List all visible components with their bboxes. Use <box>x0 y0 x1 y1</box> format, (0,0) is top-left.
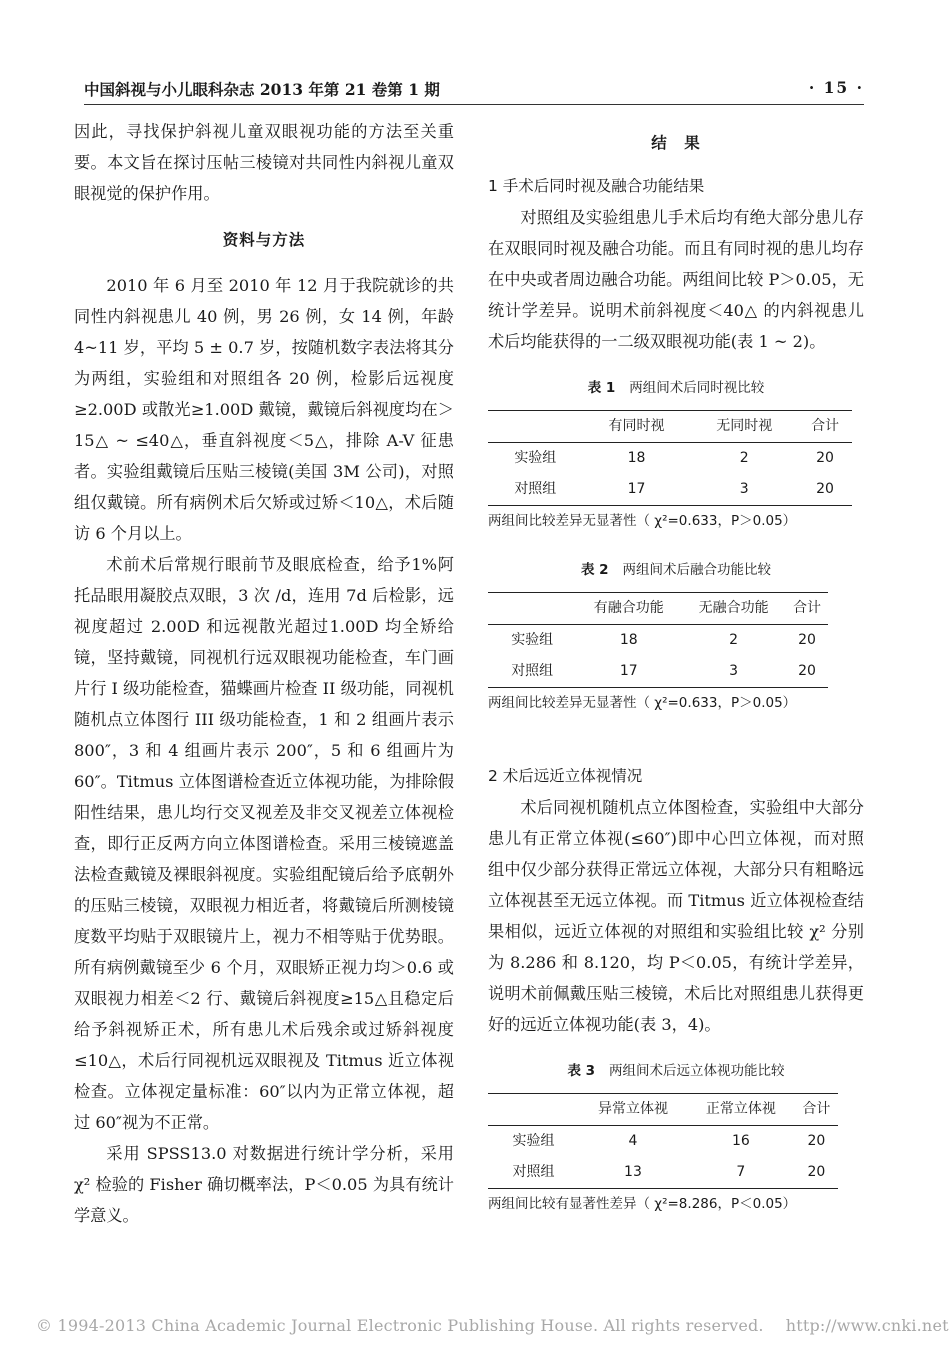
results-paragraph-2: 术后同视机随机点立体图检查，实验组中大部分患儿有正常立体视(≤60″)即中心凹立体视，而对照组中仅少部分获得正常远立体视，大部分只有粗略远立体视甚至无远立体视。而 Titmus 近立体视检查结果相似，远近立体视的对照组和实验组比较 χ² 分别为 8.286 和 8.120，均 P＜0.05，有统计学差异，说明术前佩戴压贴三棱镜，术后比对照组患儿获得更好的远近立体视功能(表 3，4)。 <box>488 798 864 1034</box>
table-2-block <box>488 555 864 719</box>
table-cell: 4 <box>628 1133 638 1149</box>
results-paragraph-1: 对照组及实验组患儿手术后均有绝大部分患儿存在双眼同时视及融合功能。而且有同时视的患儿均存在中央或者周边融合功能。两组间比较 P＞0.05，无统计学差异。说明术前斜视度＜40△ 的内斜视患儿术后均能获得的一二级双眼视功能(表 1 ~ 2)。 <box>488 208 864 351</box>
table-1-note: 两组间比较差异无显著性（ χ²=0.633，P＞0.05） <box>488 513 797 529</box>
cnki-link[interactable]: http://www.cnki.net <box>785 1316 949 1335</box>
table-row <box>488 625 828 657</box>
table-1-block <box>488 373 864 537</box>
table-cell: 实验组 <box>511 632 554 648</box>
table-cell: 17 <box>576 656 681 688</box>
table-3-caption <box>488 1056 864 1087</box>
table-3-label: 表 3 <box>567 1063 596 1079</box>
table-2 <box>488 592 828 688</box>
subsection-heading-1: 1 手术后同时视及融合功能结果 <box>488 177 705 195</box>
table-1 <box>488 410 852 506</box>
table-1-label: 表 1 <box>587 380 616 396</box>
table-cell: 3 <box>681 656 786 688</box>
table-cell: 3 <box>690 474 798 506</box>
table-header-cell: 无融合功能 <box>681 593 786 625</box>
table-row <box>488 1157 838 1189</box>
left-column <box>74 116 454 1231</box>
intro-paragraph: 因此，寻找保护斜视儿童双眼视功能的方法至关重要。本文旨在探讨压帖三棱镜对共同性内斜视儿童双眼视觉的保护作用。 <box>74 122 454 203</box>
table-cell: 20 <box>798 632 816 648</box>
journal-title: 中国斜视与小儿眼科杂志 2013 年第 21 卷第 1 期 <box>84 80 440 99</box>
table-cell: 18 <box>619 632 638 648</box>
table-1-title: 两组间术后同时视比较 <box>629 380 765 396</box>
table-2-note: 两组间比较差异无显著性（ χ²=0.633，P＞0.05） <box>488 695 797 711</box>
table-cell: 对照组 <box>488 1157 579 1189</box>
table-row <box>488 656 828 688</box>
table-2-title: 两组间术后融合功能比较 <box>622 562 772 578</box>
copyright-footer <box>36 1316 949 1335</box>
table-cell: 20 <box>807 1133 826 1149</box>
table-header-cell <box>488 411 583 443</box>
table-header-cell: 异常立体视 <box>579 1094 687 1126</box>
table-header-cell <box>488 593 576 625</box>
running-header <box>84 78 864 102</box>
table-cell: 13 <box>579 1157 687 1189</box>
table-cell: 17 <box>583 474 691 506</box>
methods-paragraph-2: 术前术后常规行眼前节及眼底检查，给予1%阿托品眼用凝胶点双眼，3 次 /d，连用 7d 后检影，远视度超过 2.00D 和远视散光超过1.00D 均全矫给镜，坚持戴镜，同视机行远双眼视功能检查，车门画片行 I 级功能检查，猫蝶画片检查 II 级功能，同视机随机点立体图行 III 级功能检查，1 和 2 组画片表示 800″，3 和 4 组画片表示 200″，5 和 6 组画片为 60″。Titmus 立体图谱检查近立体视功能，为排除假阳性结果，患儿均行交叉视差及非交叉视差立体视检查，即行正反两方向立体图谱检查。采用三棱镜遮盖法检查戴镜及裸眼斜视度。实验组配镜后给予底朝外的压贴三棱镜，双眼视力相近者，将戴镜后所测棱镜度数平均贴于双眼镜片上，视力不相等贴于优势眼。所有病例戴镜至少 6 个月，双眼矫正视力均＞0.6 或双眼视力相差＜2 行、戴镜后斜视度≥15△且稳定后给予斜视矫正术，所有患儿术后残余或过矫斜视度≤10△，术后行同视机远双眼视及 Titmus 近立体视检查。立体视定量标准：60″以内为正常立体视，超过 60″视为不正常。 <box>74 555 454 1132</box>
table-header-cell: 无同时视 <box>690 411 798 443</box>
table-3 <box>488 1093 838 1189</box>
table-row <box>488 443 852 475</box>
section-heading-results: 结 果 <box>651 134 701 152</box>
table-3-title: 两组间术后远立体视功能比较 <box>609 1063 785 1079</box>
table-cell: 7 <box>687 1157 795 1189</box>
table-cell: 对照组 <box>488 656 576 688</box>
table-cell: 20 <box>786 656 828 688</box>
table-cell: 实验组 <box>512 1133 555 1149</box>
header-rule <box>84 104 864 105</box>
table-header-cell: 有同时视 <box>583 411 691 443</box>
table-header-cell: 合计 <box>795 1094 838 1126</box>
copyright-text: © 1994-2013 China Academic Journal Electronic Publishing House. All rights reserved. <box>36 1316 764 1335</box>
table-1-caption <box>488 373 864 404</box>
table-cell: 20 <box>816 450 834 466</box>
methods-paragraph-1: 2010 年 6 月至 2010 年 12 月于我院就诊的共同性内斜视患儿 40 例，男 26 例，女 14 例，年龄 4~11 岁，平均 5 ± 0.7 岁，按随机数字表法将其分为两组，实验组和对照组各 20 例，检影后远视度≥2.00D 或散光≥1.00D 戴镜，戴镜后斜视度均在＞15△ ~ ≤40△，垂直斜视度＜5△，排除 A-V 征患者。实验组戴镜后压贴三棱镜(美国 3M 公司)，对照组仅戴镜。所有病例术后欠矫或过矫＜10△，术后随访 6 个月以上。 <box>74 276 454 543</box>
table-header-cell: 有融合功能 <box>576 593 681 625</box>
page-number: · 15 · <box>808 78 864 97</box>
table-cell: 16 <box>731 1133 750 1149</box>
table-row <box>488 474 852 506</box>
table-cell: 实验组 <box>514 450 557 466</box>
table-header-cell: 合计 <box>786 593 828 625</box>
table-header-cell: 合计 <box>798 411 852 443</box>
table-row <box>488 1126 838 1158</box>
section-heading-methods: 资料与方法 <box>222 231 306 249</box>
table-cell: 2 <box>729 632 739 648</box>
table-header-cell <box>488 1094 579 1126</box>
table-2-label: 表 2 <box>580 562 609 578</box>
table-header-cell: 正常立体视 <box>687 1094 795 1126</box>
table-cell: 2 <box>739 450 749 466</box>
table-cell: 20 <box>798 474 852 506</box>
table-3-block <box>488 1056 864 1220</box>
methods-paragraph-3: 采用 SPSS13.0 对数据进行统计学分析，采用 χ² 检验的 Fisher 确切概率法，P＜0.05 为具有统计学意义。 <box>74 1144 454 1225</box>
table-2-caption <box>488 555 864 586</box>
table-cell: 对照组 <box>488 474 583 506</box>
table-cell: 20 <box>795 1157 838 1189</box>
table-3-note: 两组间比较有显著性差异（ χ²=8.286，P＜0.05） <box>488 1196 797 1212</box>
table-cell: 18 <box>627 450 646 466</box>
right-column <box>488 116 864 1220</box>
subsection-heading-2: 2 术后远近立体视情况 <box>488 767 643 785</box>
